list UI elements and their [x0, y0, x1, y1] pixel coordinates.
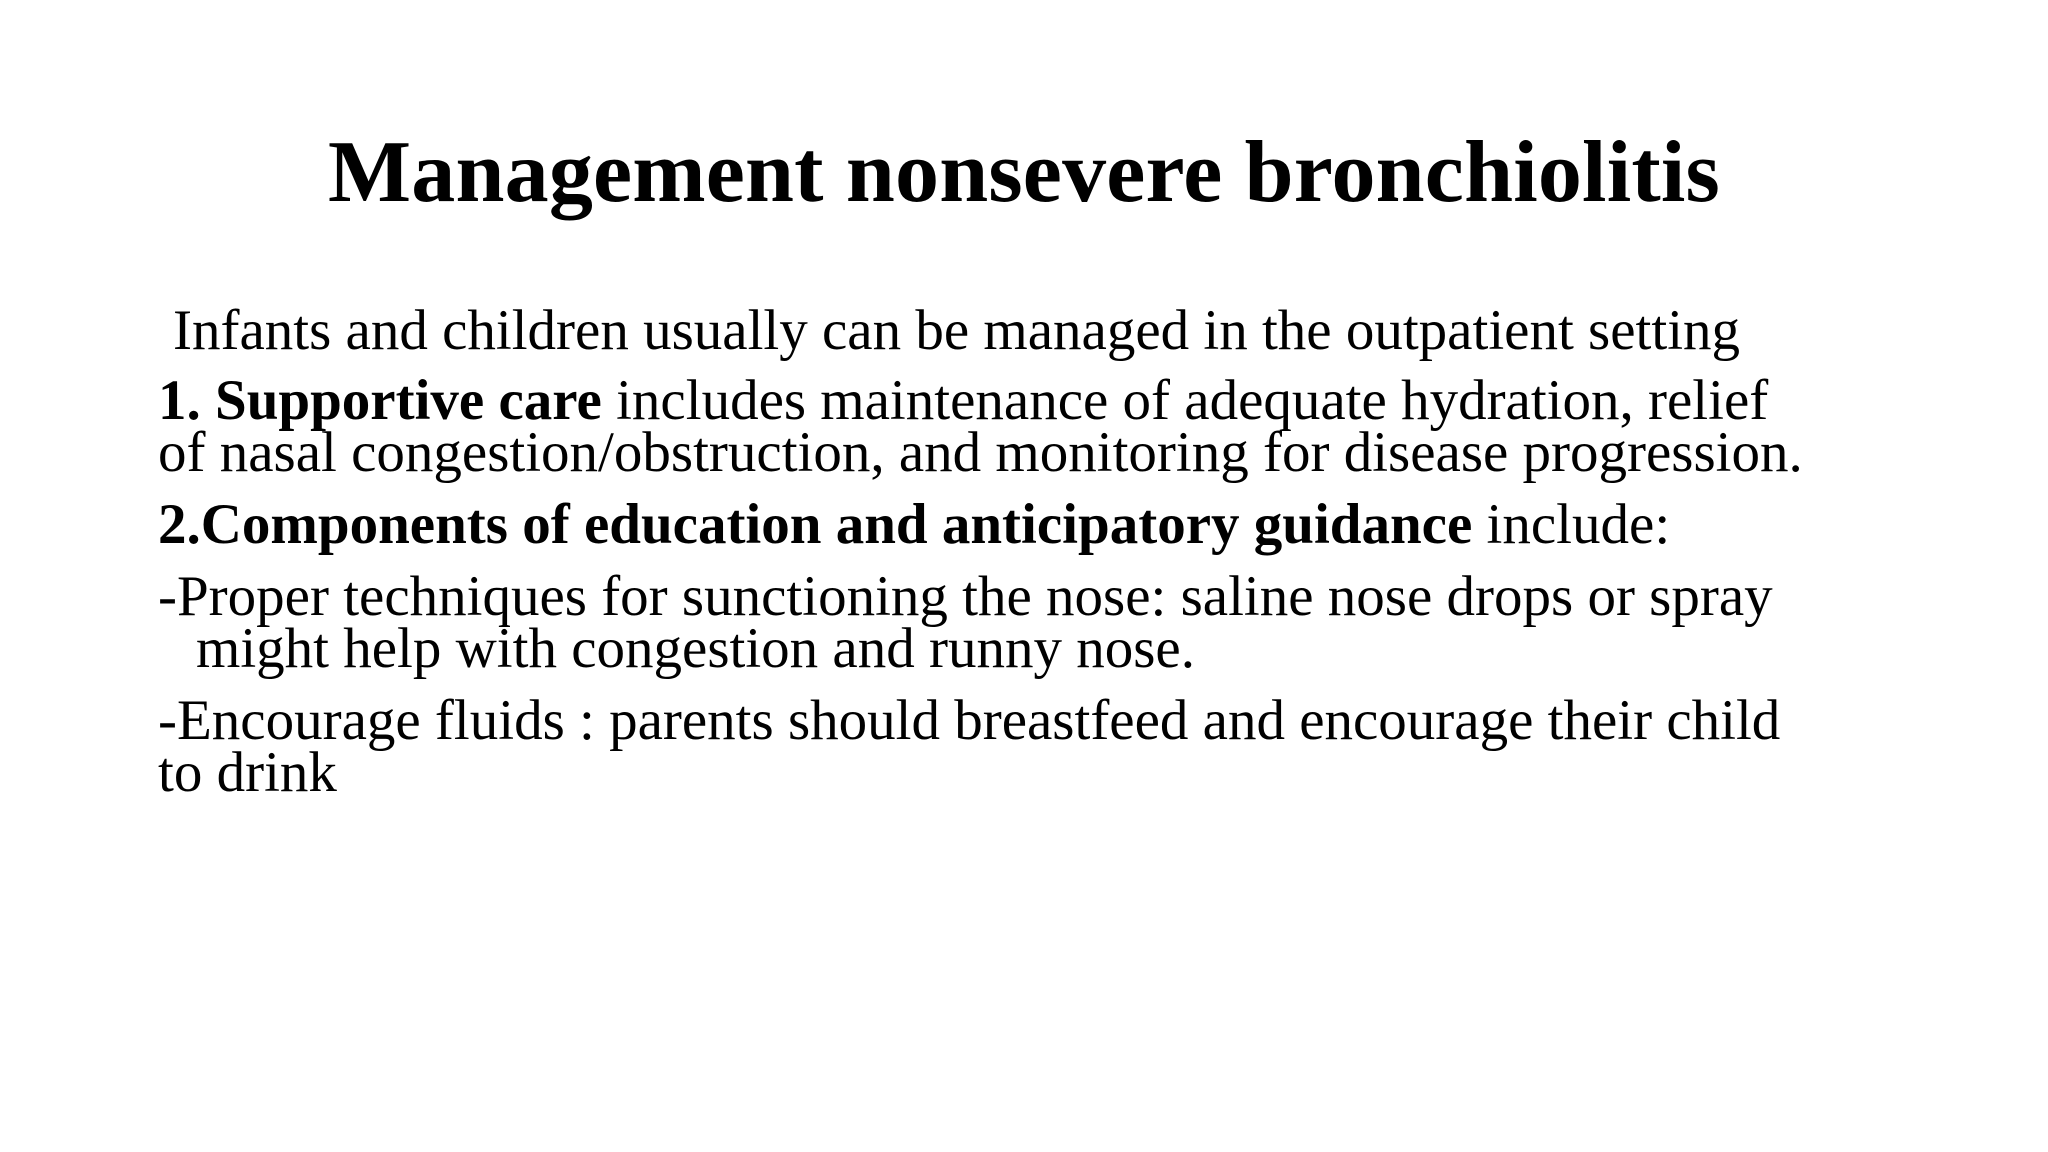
fluids-line-2: to drink — [158, 741, 337, 804]
supportive-care-text: includes maintenance of adequate hydration, relief — [601, 369, 1769, 432]
supportive-care-paragraph — [158, 369, 1958, 484]
supportive-care-line-2: of nasal congestion/obstruction, and monitoring for disease progression. — [158, 421, 1803, 484]
education-text: include: — [1472, 493, 1671, 556]
education-line — [158, 493, 1958, 556]
suction-line-1: -Proper techniques for sunctioning the nose: saline nose drops or spray — [158, 565, 1773, 628]
item1-number: 1. — [158, 369, 215, 432]
suction-paragraph — [158, 565, 1958, 680]
intro-text: Infants and children usually can be managed in the outpatient setting — [173, 299, 1741, 362]
supportive-care-heading: Supportive care — [215, 369, 602, 432]
supportive-care-line-1 — [158, 369, 1958, 432]
slide-title: Management nonsevere bronchiolitis — [328, 124, 1720, 221]
education-heading: 2.Components of education and anticipatory guidance — [158, 493, 1473, 556]
fluids-line-1: -Encourage fluids : parents should breastfeed and encourage their child — [158, 689, 1781, 752]
fluids-paragraph — [158, 689, 1958, 804]
slide-body — [158, 299, 1958, 804]
education-paragraph — [158, 493, 1958, 556]
suction-line-2: might help with congestion and runny nose. — [196, 617, 1195, 680]
